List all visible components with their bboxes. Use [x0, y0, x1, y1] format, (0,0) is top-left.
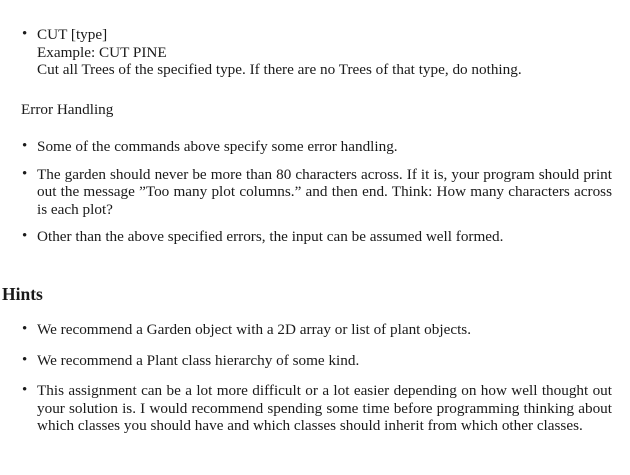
cut-command-list: [0, 26, 630, 79]
list-item: [0, 382, 630, 435]
bullet-icon: •: [22, 138, 28, 154]
list-item-text: We recommend a Garden object with a 2D array or list of plant objects.: [37, 321, 471, 338]
list-item: [0, 321, 630, 339]
list-item: [0, 138, 630, 156]
hints-list: [0, 321, 630, 448]
bullet-icon: •: [22, 321, 28, 337]
cut-command-syntax: CUT [type]: [37, 26, 108, 43]
list-item-text: We recommend a Plant class hierarchy of some kind.: [37, 351, 360, 369]
bullet-icon: •: [22, 351, 28, 368]
error-handling-heading: Error Handling: [21, 101, 114, 118]
bullet-icon: •: [22, 165, 28, 182]
list-item-text: This assignment can be a lot more difficult or a lot easier depending on how well thought out your solution is. I would recommend spending some time before programming thinking about which classes you should have and which classes should inherit from which other classes.: [37, 382, 612, 434]
cut-command-example: Example: CUT PINE: [37, 43, 167, 61]
bullet-icon: •: [22, 228, 28, 244]
list-item: [0, 228, 630, 246]
list-item-text: Other than the above specified errors, the input can be assumed well formed.: [37, 228, 504, 245]
list-item-text: The garden should never be more than 80 characters across. If it is, your program should print out the message ”Too many plot columns.” and then end. Think: How many characters across is each plot?: [37, 165, 612, 218]
list-item: [0, 166, 630, 219]
bullet-icon: •: [22, 382, 28, 398]
list-item-text: Some of the commands above specify some error handling.: [37, 138, 398, 155]
error-handling-list: [0, 138, 630, 256]
hints-heading: Hints: [2, 284, 43, 304]
bullet-icon: •: [22, 26, 28, 42]
cut-command-description: Cut all Trees of the specified type. If there are no Trees of that type, do nothing.: [37, 61, 522, 78]
list-item: [0, 352, 630, 370]
cut-command-item: [0, 26, 630, 79]
